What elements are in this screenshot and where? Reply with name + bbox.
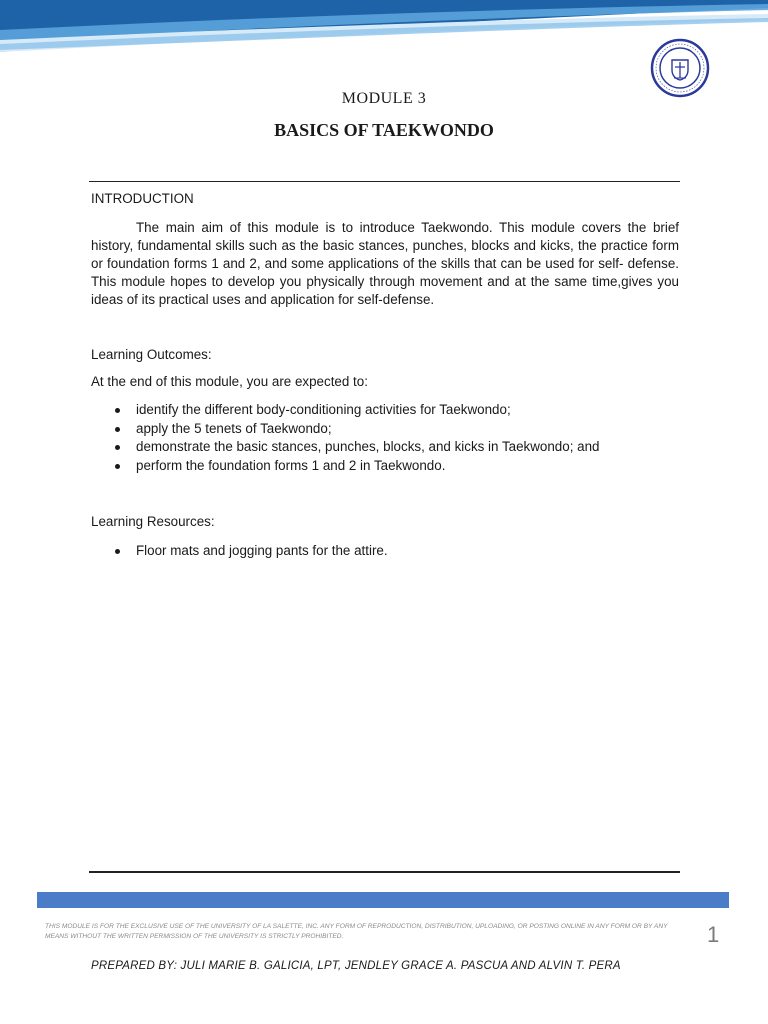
list-item-text: identify the different body-conditioning activities for Taekwondo; [136,402,511,417]
learning-outcomes-heading: Learning Outcomes: [91,347,212,362]
university-seal-icon [650,38,710,98]
learning-resources-list [91,542,388,561]
top-divider [89,181,680,182]
list-item-text: Floor mats and jogging pants for the attire. [136,543,388,558]
list-item [91,420,600,439]
page-number: 1 [707,922,720,947]
learning-resources-heading: Learning Resources: [91,514,215,529]
bullet-icon [115,464,120,469]
module-title: BASICS OF TAEKWONDO [274,120,494,140]
list-item-text: perform the foundation forms 1 and 2 in Taekwondo. [136,457,446,473]
list-item [91,438,600,457]
prepared-by-credit: PREPARED BY: JULI MARIE B. GALICIA, LPT, JENDLEY GRACE A. PASCUA AND ALVIN T. PERA [91,960,621,972]
footer-color-bar [37,892,729,908]
bottom-divider [89,871,680,873]
module-label: MODULE 3 [341,90,427,107]
learning-outcomes-list [91,401,600,475]
list-item-text: demonstrate the basic stances, punches, blocks, and kicks in Taekwondo; and [136,439,600,454]
bullet-icon [115,445,120,450]
introduction-body: The main aim of this module is to introduce Taekwondo. This module covers the brief history, fundamental skills such as the basic stances, punches, blocks and kicks, the practice form or foundation forms 1 and 2, and some applications of the skills that can be used for self- defense. This module hopes to develop you physically through movement and at the same time,gives you ideas of its practical uses and application for self-defense. [91,220,679,307]
introduction-heading: INTRODUCTION [91,191,194,206]
learning-outcomes-lead: At the end of this module, you are expected to: [91,374,368,389]
bullet-icon [115,427,120,432]
copyright-disclaimer: THIS MODULE IS FOR THE EXCLUSIVE USE OF THE UNIVERSITY OF LA SALETTE, INC. ANY FORM OF REPRODUCTION, DISTRIBUTION, UPLOADING, OR POSTING ONLINE IN ANY FORM OR BY ANY MEANS WITHOUT THE WRITTEN PERMISSION OF THE UNIVERSITY IS STRICTLY PROHIBITED. [45,923,668,940]
bullet-icon [115,408,120,413]
bullet-icon [115,549,120,554]
list-item [91,401,600,420]
list-item-text: apply the 5 tenets of Taekwondo; [136,420,332,436]
list-item [91,457,600,476]
list-item [91,542,388,561]
